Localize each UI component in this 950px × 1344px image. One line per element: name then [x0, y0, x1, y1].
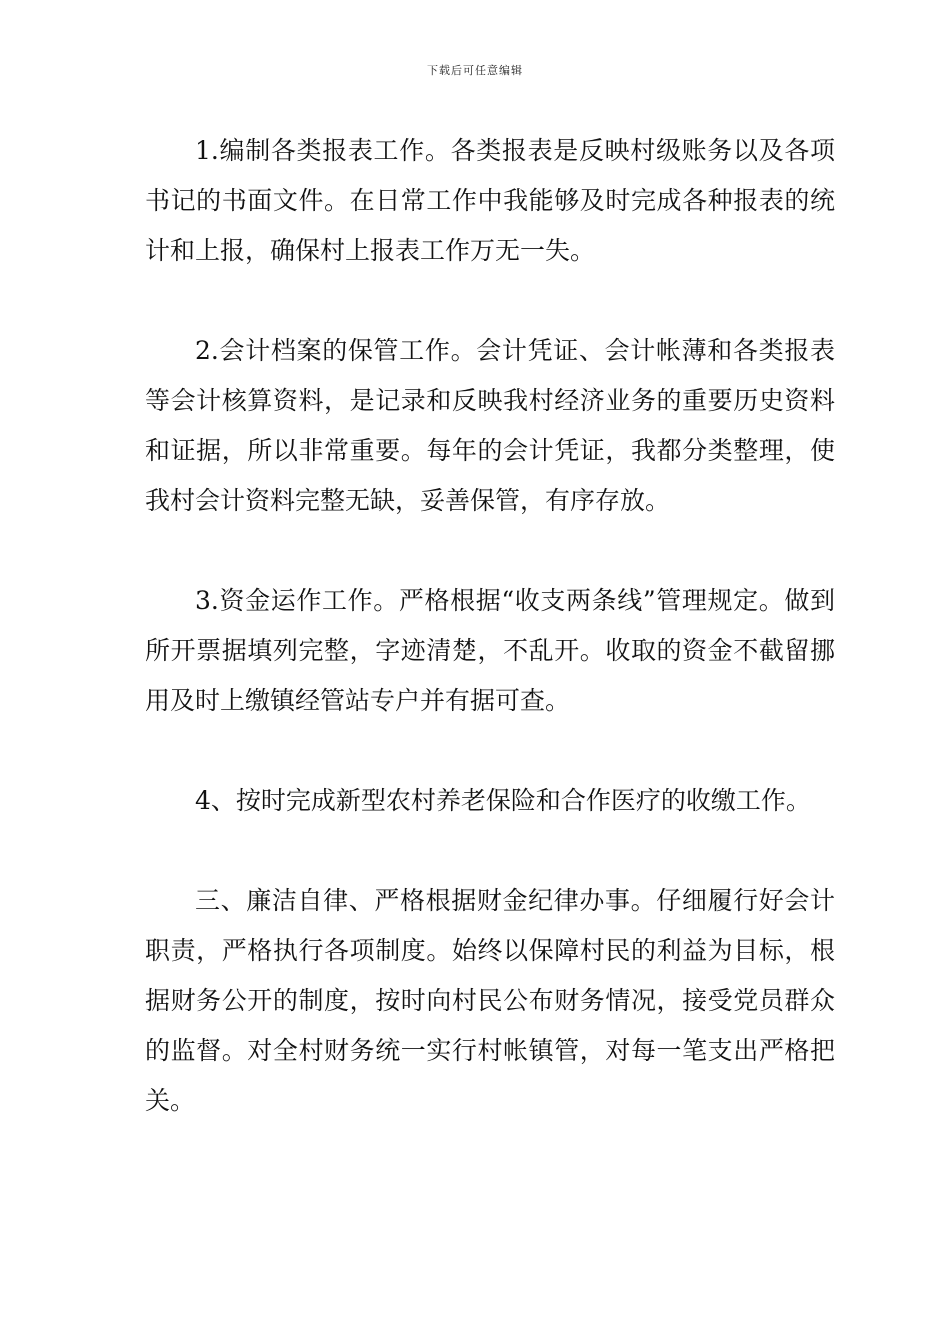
paragraph-2: 2.会计档案的保管工作。会计凭证、会计帐薄和各类报表等会计核算资料，是记录和反映我村经济业务的重要历史资料和证据，所以非常重要。每年的会计凭证，我都分类整理，使我村会计资料完整无缺，妥善保管，有序存放。: [145, 336, 835, 515]
paragraph-1: 1.编制各类报表工作。各类报表是反映村级账务以及各项书记的书面文件。在日常工作中我能够及时完成各种报表的统计和上报，确保村上报表工作万无一失。: [145, 136, 835, 265]
paragraph-gap: [145, 276, 835, 326]
document-body: [145, 126, 835, 1126]
paragraph-5: 三、廉洁自律、严格根据财金纪律办事。仔细履行好会计职责，严格执行各项制度。始终以保障村民的利益为目标，根据财务公开的制度，按时向村民公布财务情况，接受党员群众的监督。对全村财务统一实行村帐镇管，对每一笔支出严格把关。: [145, 886, 835, 1115]
paragraph-gap: [145, 726, 835, 776]
paragraph-gap: [145, 826, 835, 876]
paragraph-gap: [145, 526, 835, 576]
paragraph-3: 3.资金运作工作。严格根据“收支两条线”管理规定。做到所开票据填列完整，字迹清楚，不乱开。收取的资金不截留挪用及时上缴镇经管站专户并有据可查。: [145, 586, 835, 715]
paragraph-4: 4、按时完成新型农村养老保险和合作医疗的收缴工作。: [195, 786, 811, 815]
header-note: 下载后可任意编辑: [427, 64, 523, 77]
